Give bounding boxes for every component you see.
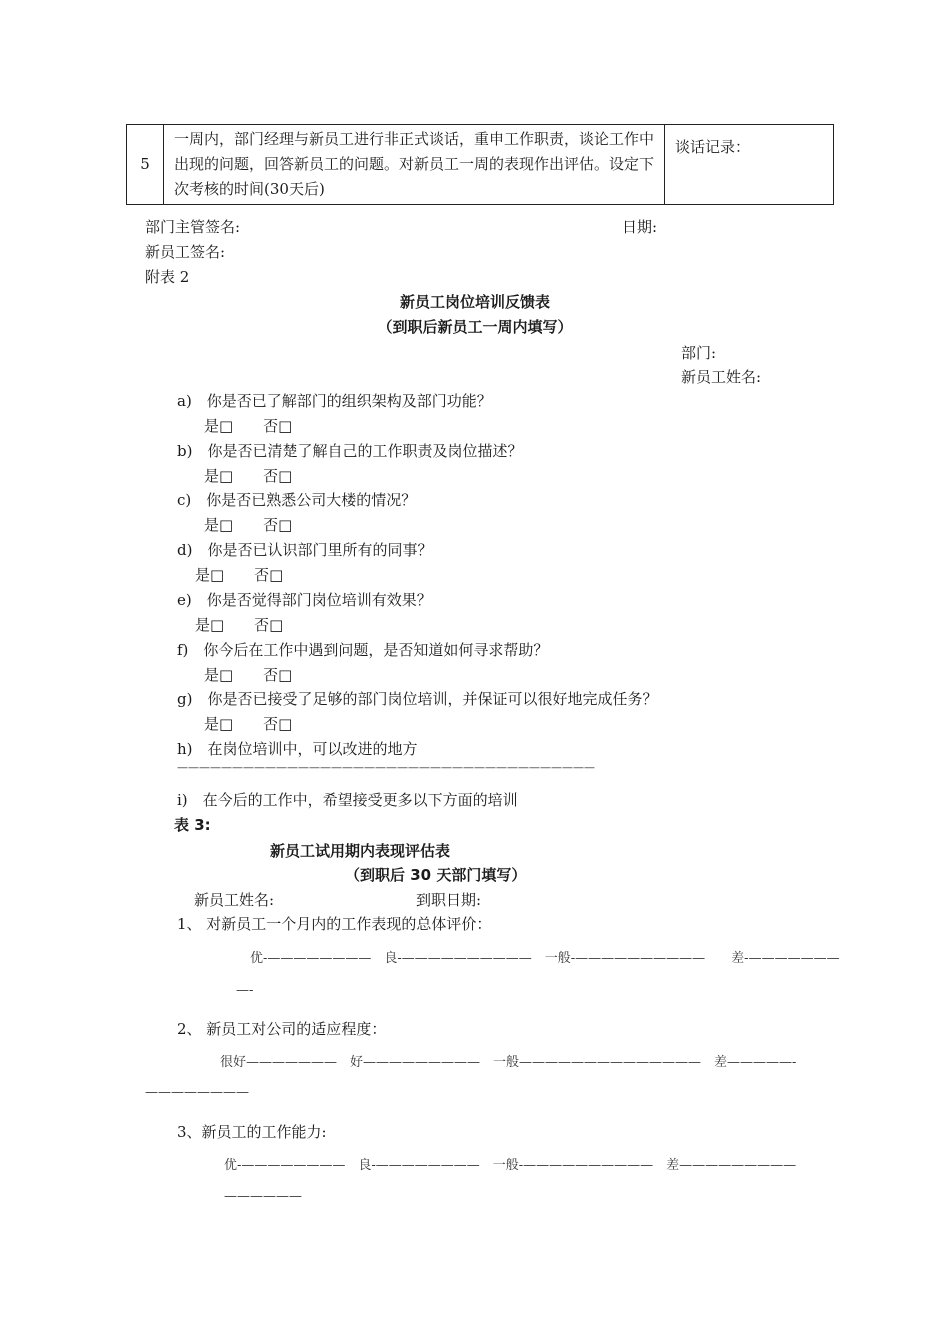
evaluation-item-3-scale: 优-———————— 良-———————— 一般-—————————— 差————————— — [224, 1158, 797, 1173]
evaluation-form-title: 新员工试用期内表现评估表 — [270, 842, 451, 860]
row-description: 一周内，部门经理与新员工进行非正式谈话，重申工作职责，谈论工作中出现的问题，回答新员工的问题。对新员工一周的表现作出评估。设定下次考核的时间(30天后) — [164, 125, 665, 205]
evaluation-item-3: 3、新员工的工作能力: — [177, 1123, 327, 1141]
evaluation-item-2-scale-cont: ———————— — [145, 1085, 249, 1100]
evaluation-item-3-scale-cont: —————— — [224, 1189, 302, 1204]
appendix-2-label: 附表 2 — [145, 268, 190, 286]
question-e: e) 你是否觉得部门岗位培训有效果？ — [177, 591, 432, 609]
department-label: 部门: — [681, 344, 717, 362]
signature-date-label: 日期: — [622, 218, 658, 236]
question-e-options: 是□ 否□ — [195, 616, 284, 634]
interview-record-label: 谈话记录： — [665, 125, 834, 205]
question-g: g) 你是否已接受了足够的部门岗位培训，并保证可以很好地完成任务？ — [177, 690, 658, 708]
question-c: c) 你是否已熟悉公司大楼的情况？ — [177, 491, 417, 509]
question-a-options: 是□ 否□ — [204, 417, 293, 435]
evaluation-form-subtitle: （到职后 30 天部门填写） — [345, 866, 527, 884]
question-i: i) 在今后的工作中，希望接受更多以下方面的培训 — [177, 791, 518, 809]
feedback-form-subtitle: （到职后新员工一周内填写） — [377, 318, 573, 336]
evaluation-date-label: 到职日期: — [416, 891, 482, 909]
question-f-options: 是□ 否□ — [204, 666, 293, 684]
question-g-options: 是□ 否□ — [204, 715, 293, 733]
question-b-options: 是□ 否□ — [204, 467, 293, 485]
manager-signature-label: 部门主管签名: — [145, 218, 241, 236]
question-a: a) 你是否已了解部门的组织架构及部门功能？ — [177, 392, 492, 410]
question-b: b) 你是否已清楚了解自己的工作职责及岗位描述？ — [177, 442, 523, 460]
evaluation-item-2: 2、 新员工对公司的适应程度： — [177, 1020, 387, 1038]
question-d-options: 是□ 否□ — [195, 566, 284, 584]
question-h-answer-line: —————————————————————————————————————— — [177, 761, 595, 774]
table-row — [127, 125, 834, 205]
evaluation-item-1: 1、 对新员工一个月内的工作表现的总体评价： — [177, 915, 492, 933]
table-3-label: 表 3: — [174, 816, 211, 834]
evaluation-item-1-scale: 优-———————— 良-—————————— 一般-—————————— 差-——————— — [250, 951, 840, 966]
question-d: d) 你是否已认识部门里所有的同事？ — [177, 541, 433, 559]
question-h: h) 在岗位培训中，可以改进的地方 — [177, 740, 418, 758]
employee-name-label: 新员工姓名: — [681, 368, 762, 386]
evaluation-item-2-scale: 很好——————— 好————————— 一般—————————————— 差—————- — [220, 1055, 797, 1070]
question-c-options: 是□ 否□ — [204, 516, 293, 534]
interview-table — [126, 124, 834, 205]
evaluation-name-label: 新员工姓名: — [194, 891, 275, 909]
feedback-form-title: 新员工岗位培训反馈表 — [399, 293, 550, 311]
employee-signature-label: 新员工签名: — [145, 243, 226, 261]
evaluation-item-1-scale-cont: —- — [236, 983, 254, 998]
row-number: 5 — [127, 125, 164, 205]
question-f: f) 你今后在工作中遇到问题，是否知道如何寻求帮助？ — [177, 641, 549, 659]
